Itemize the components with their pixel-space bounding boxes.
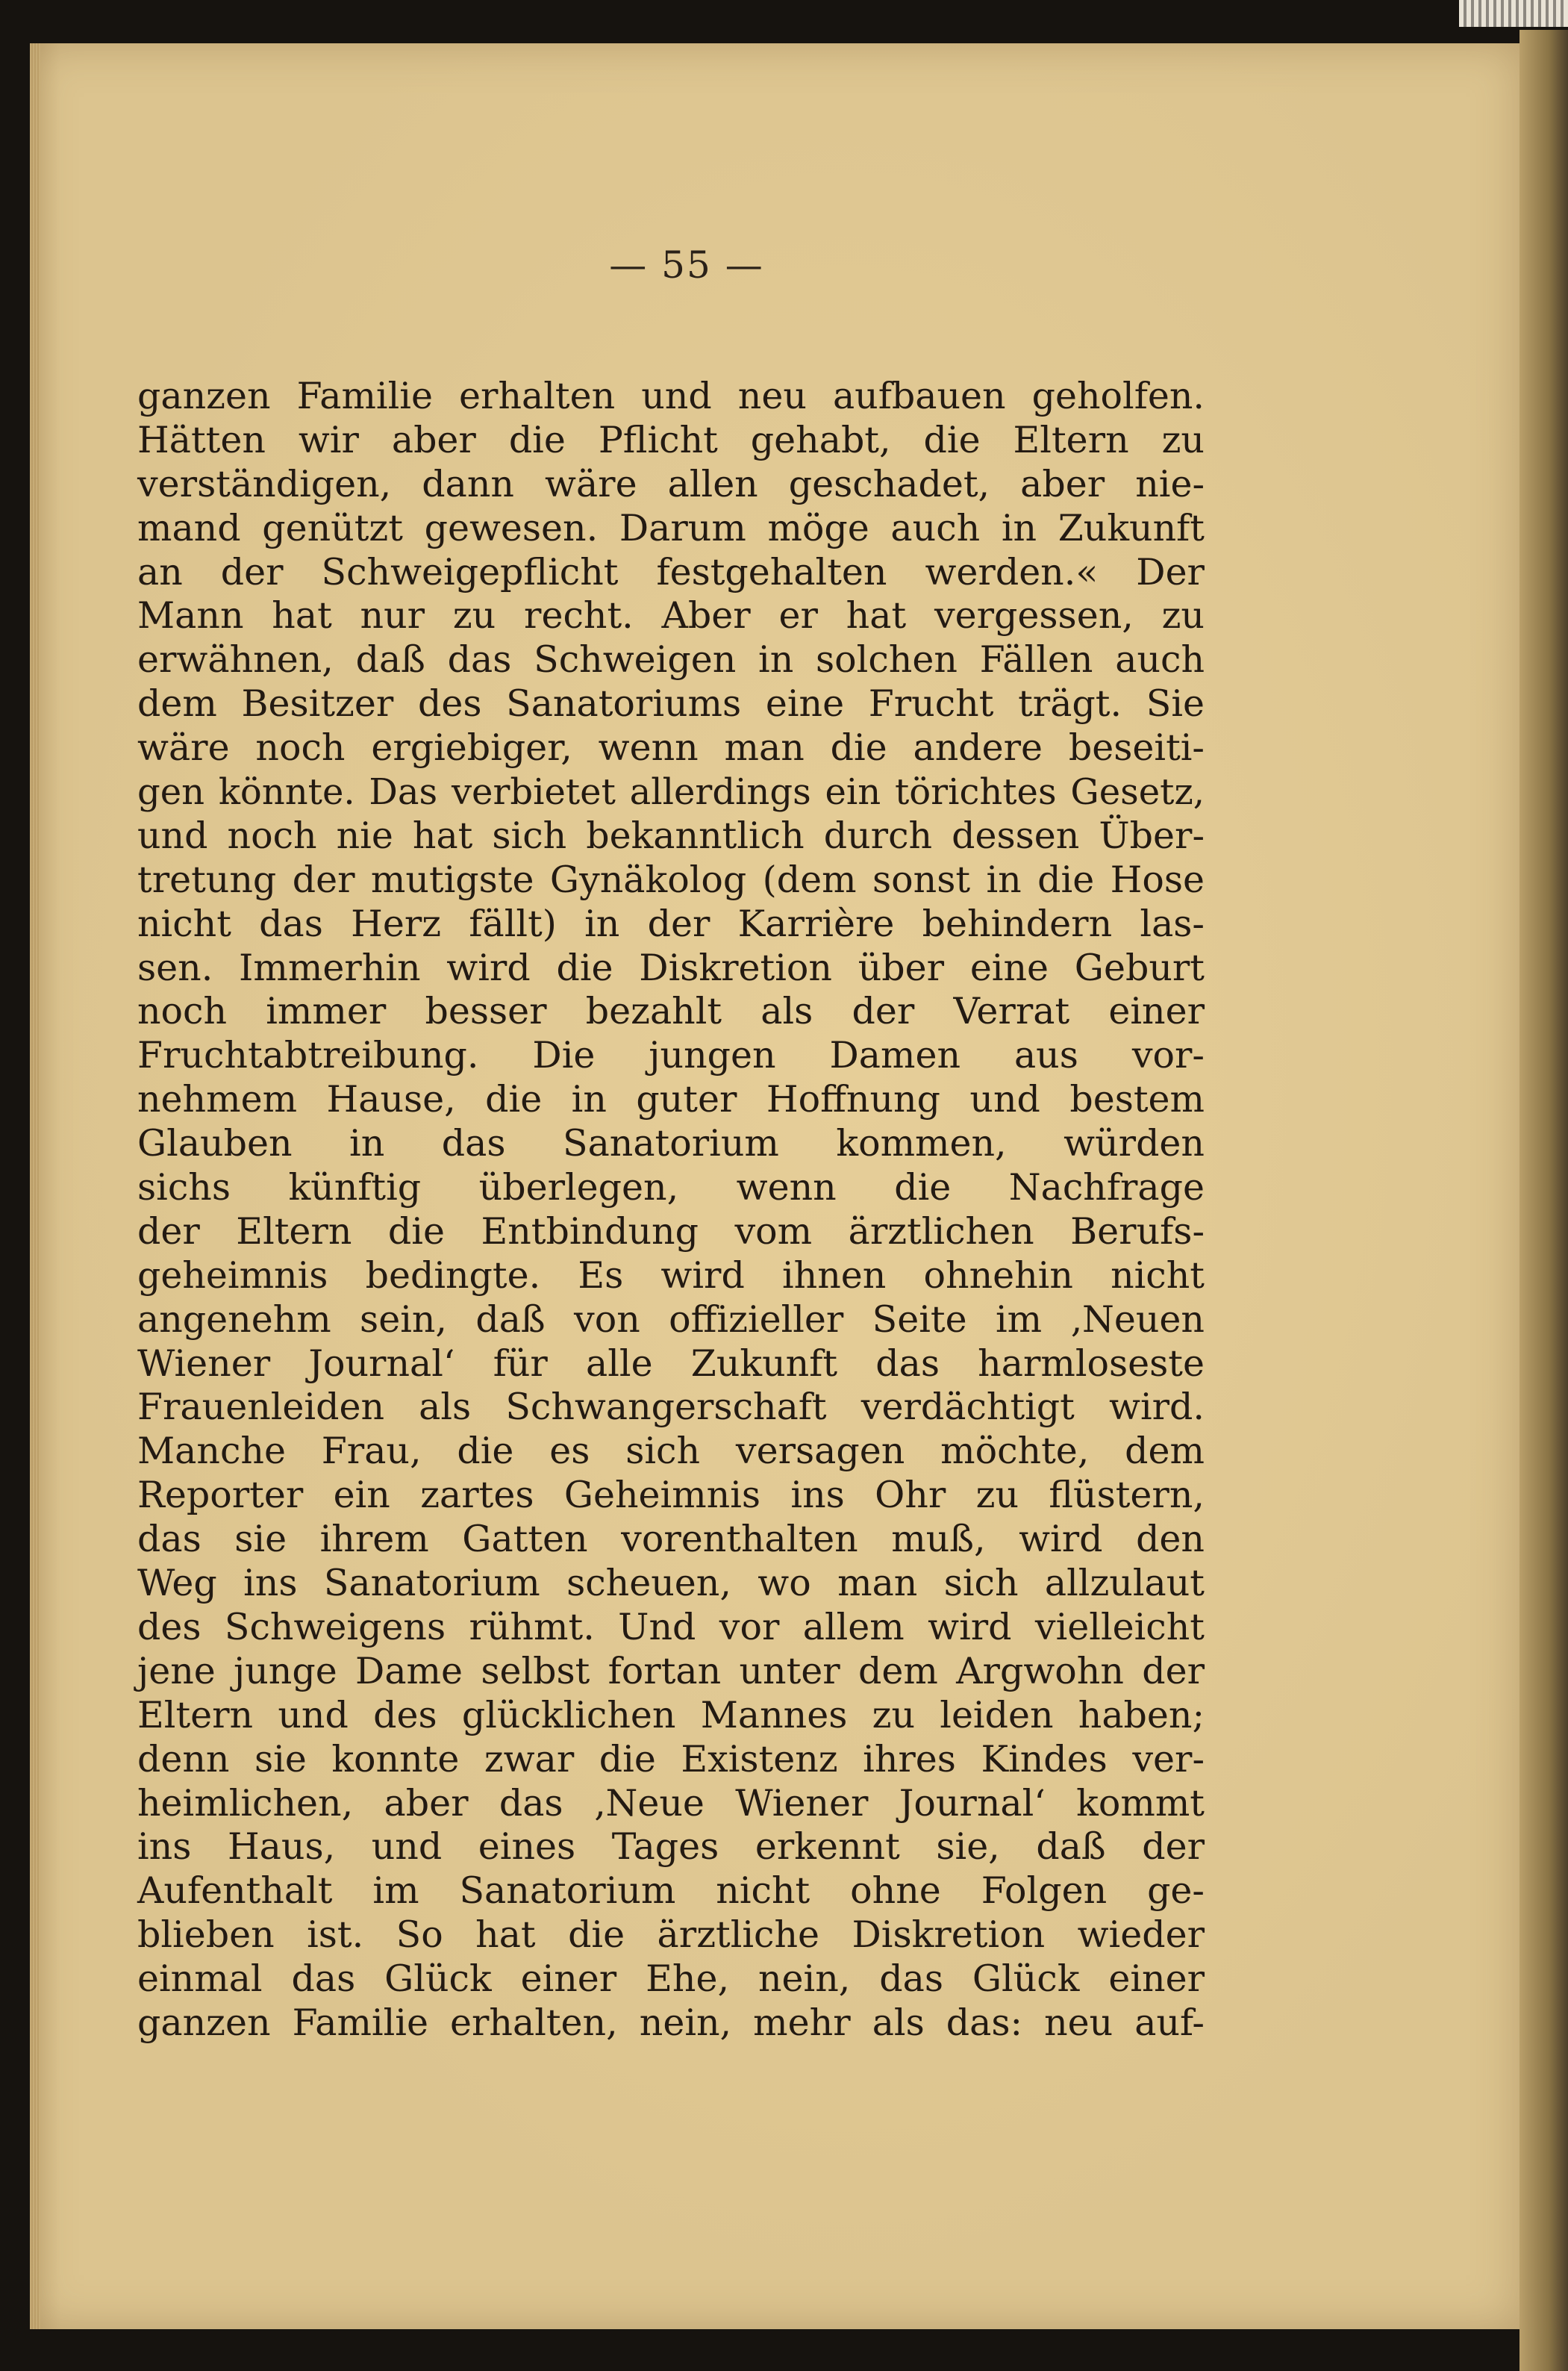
text-line: ganzen Familie erhalten, nein, mehr als das: neu auf- [137, 2001, 1205, 2044]
text-line: des Schweigens rühmt. Und vor allem wird vielleicht [137, 1605, 1205, 1648]
text-line: Fruchtabtreibung. Die jungen Damen aus vor- [137, 1034, 1205, 1077]
text-line: ganzen Familie erhalten und neu aufbauen geholfen. [137, 375, 1205, 417]
text-line: dem Besitzer des Sanatoriums eine Frucht trägt. Sie [137, 682, 1205, 726]
text-line: an der Schweigepflicht festgehalten werden.« Der [137, 550, 1205, 593]
text-line: Wiener Journal‘ für alle Zukunft das harmloseste [137, 1342, 1205, 1385]
text-line: noch immer besser bezahlt als der Verrat einer [137, 990, 1205, 1033]
text-line: Mann hat nur zu recht. Aber er hat vergessen, zu [137, 594, 1205, 638]
text-line: und noch nie hat sich bekanntlich durch dessen Über- [137, 814, 1205, 857]
binding-thread [1459, 0, 1568, 27]
text-line: Eltern und des glücklichen Mannes zu leiden haben; [137, 1693, 1205, 1736]
text-line: tretung der mutigste Gynäkolog (dem sonst in die Hose [137, 858, 1205, 901]
text-line: angenehm sein, daß von offizieller Seite im ‚Neuen [137, 1297, 1205, 1341]
text-line: geheimnis bedingte. Es wird ihnen ohnehin nicht [137, 1253, 1205, 1297]
body-text [137, 375, 1205, 2046]
text-line: sen. Immerhin wird die Diskretion über eine Geburt [137, 946, 1205, 989]
text-line: verständigen, dann wäre allen geschadet, aber nie- [137, 462, 1205, 505]
text-line: jene junge Dame selbst fortan unter dem Argwohn der [137, 1649, 1205, 1692]
text-line: Hätten wir aber die Pflicht gehabt, die Eltern zu [137, 418, 1205, 461]
text-line: ins Haus, und eines Tages erkennt sie, daß der [137, 1825, 1205, 1869]
text-line: einmal das Glück einer Ehe, nein, das Glück einer [137, 1957, 1205, 2001]
text-line: Weg ins Sanatorium scheuen, wo man sich allzulaut [137, 1562, 1205, 1605]
page-edge [30, 43, 40, 2329]
text-line: denn sie konnte zwar die Existenz ihres Kindes ver- [137, 1737, 1205, 1780]
text-line: wäre noch ergiebiger, wenn man die andere beseiti- [137, 726, 1205, 770]
text-line: heimlichen, aber das ‚Neue Wiener Journal‘ kommt [137, 1781, 1205, 1825]
text-line: sichs künftig überlegen, wenn die Nachfrage [137, 1166, 1205, 1209]
page-number: — 55 — [609, 243, 764, 287]
text-line: erwähnen, daß das Schweigen in solchen Fällen auch [137, 638, 1205, 682]
text-line: das sie ihrem Gatten vorenthalten muß, wird den [137, 1518, 1205, 1561]
text-line: Reporter ein zartes Geheimnis ins Ohr zu flüstern, [137, 1474, 1205, 1517]
book-spine [1519, 30, 1568, 2371]
text-line: mand genützt gewesen. Darum möge auch in Zukunft [137, 506, 1205, 549]
text-line: Manche Frau, die es sich versagen möchte, dem [137, 1430, 1205, 1473]
text-line: nicht das Herz fällt) in der Karrière behindern las- [137, 902, 1205, 945]
text-line: blieben ist. So hat die ärztliche Diskretion wieder [137, 1913, 1205, 1957]
text-line: Aufenthalt im Sanatorium nicht ohne Folgen ge- [137, 1869, 1205, 1913]
text-line: der Eltern die Entbindung vom ärztlichen Berufs- [137, 1209, 1205, 1253]
text-line: nehmem Hause, die in guter Hoffnung und bestem [137, 1078, 1205, 1121]
text-line: Frauenleiden als Schwangerschaft verdächtigt wird. [137, 1386, 1205, 1429]
text-line: Glauben in das Sanatorium kommen, würden [137, 1122, 1205, 1165]
text-line: gen könnte. Das verbietet allerdings ein törichtes Gesetz, [137, 771, 1205, 814]
